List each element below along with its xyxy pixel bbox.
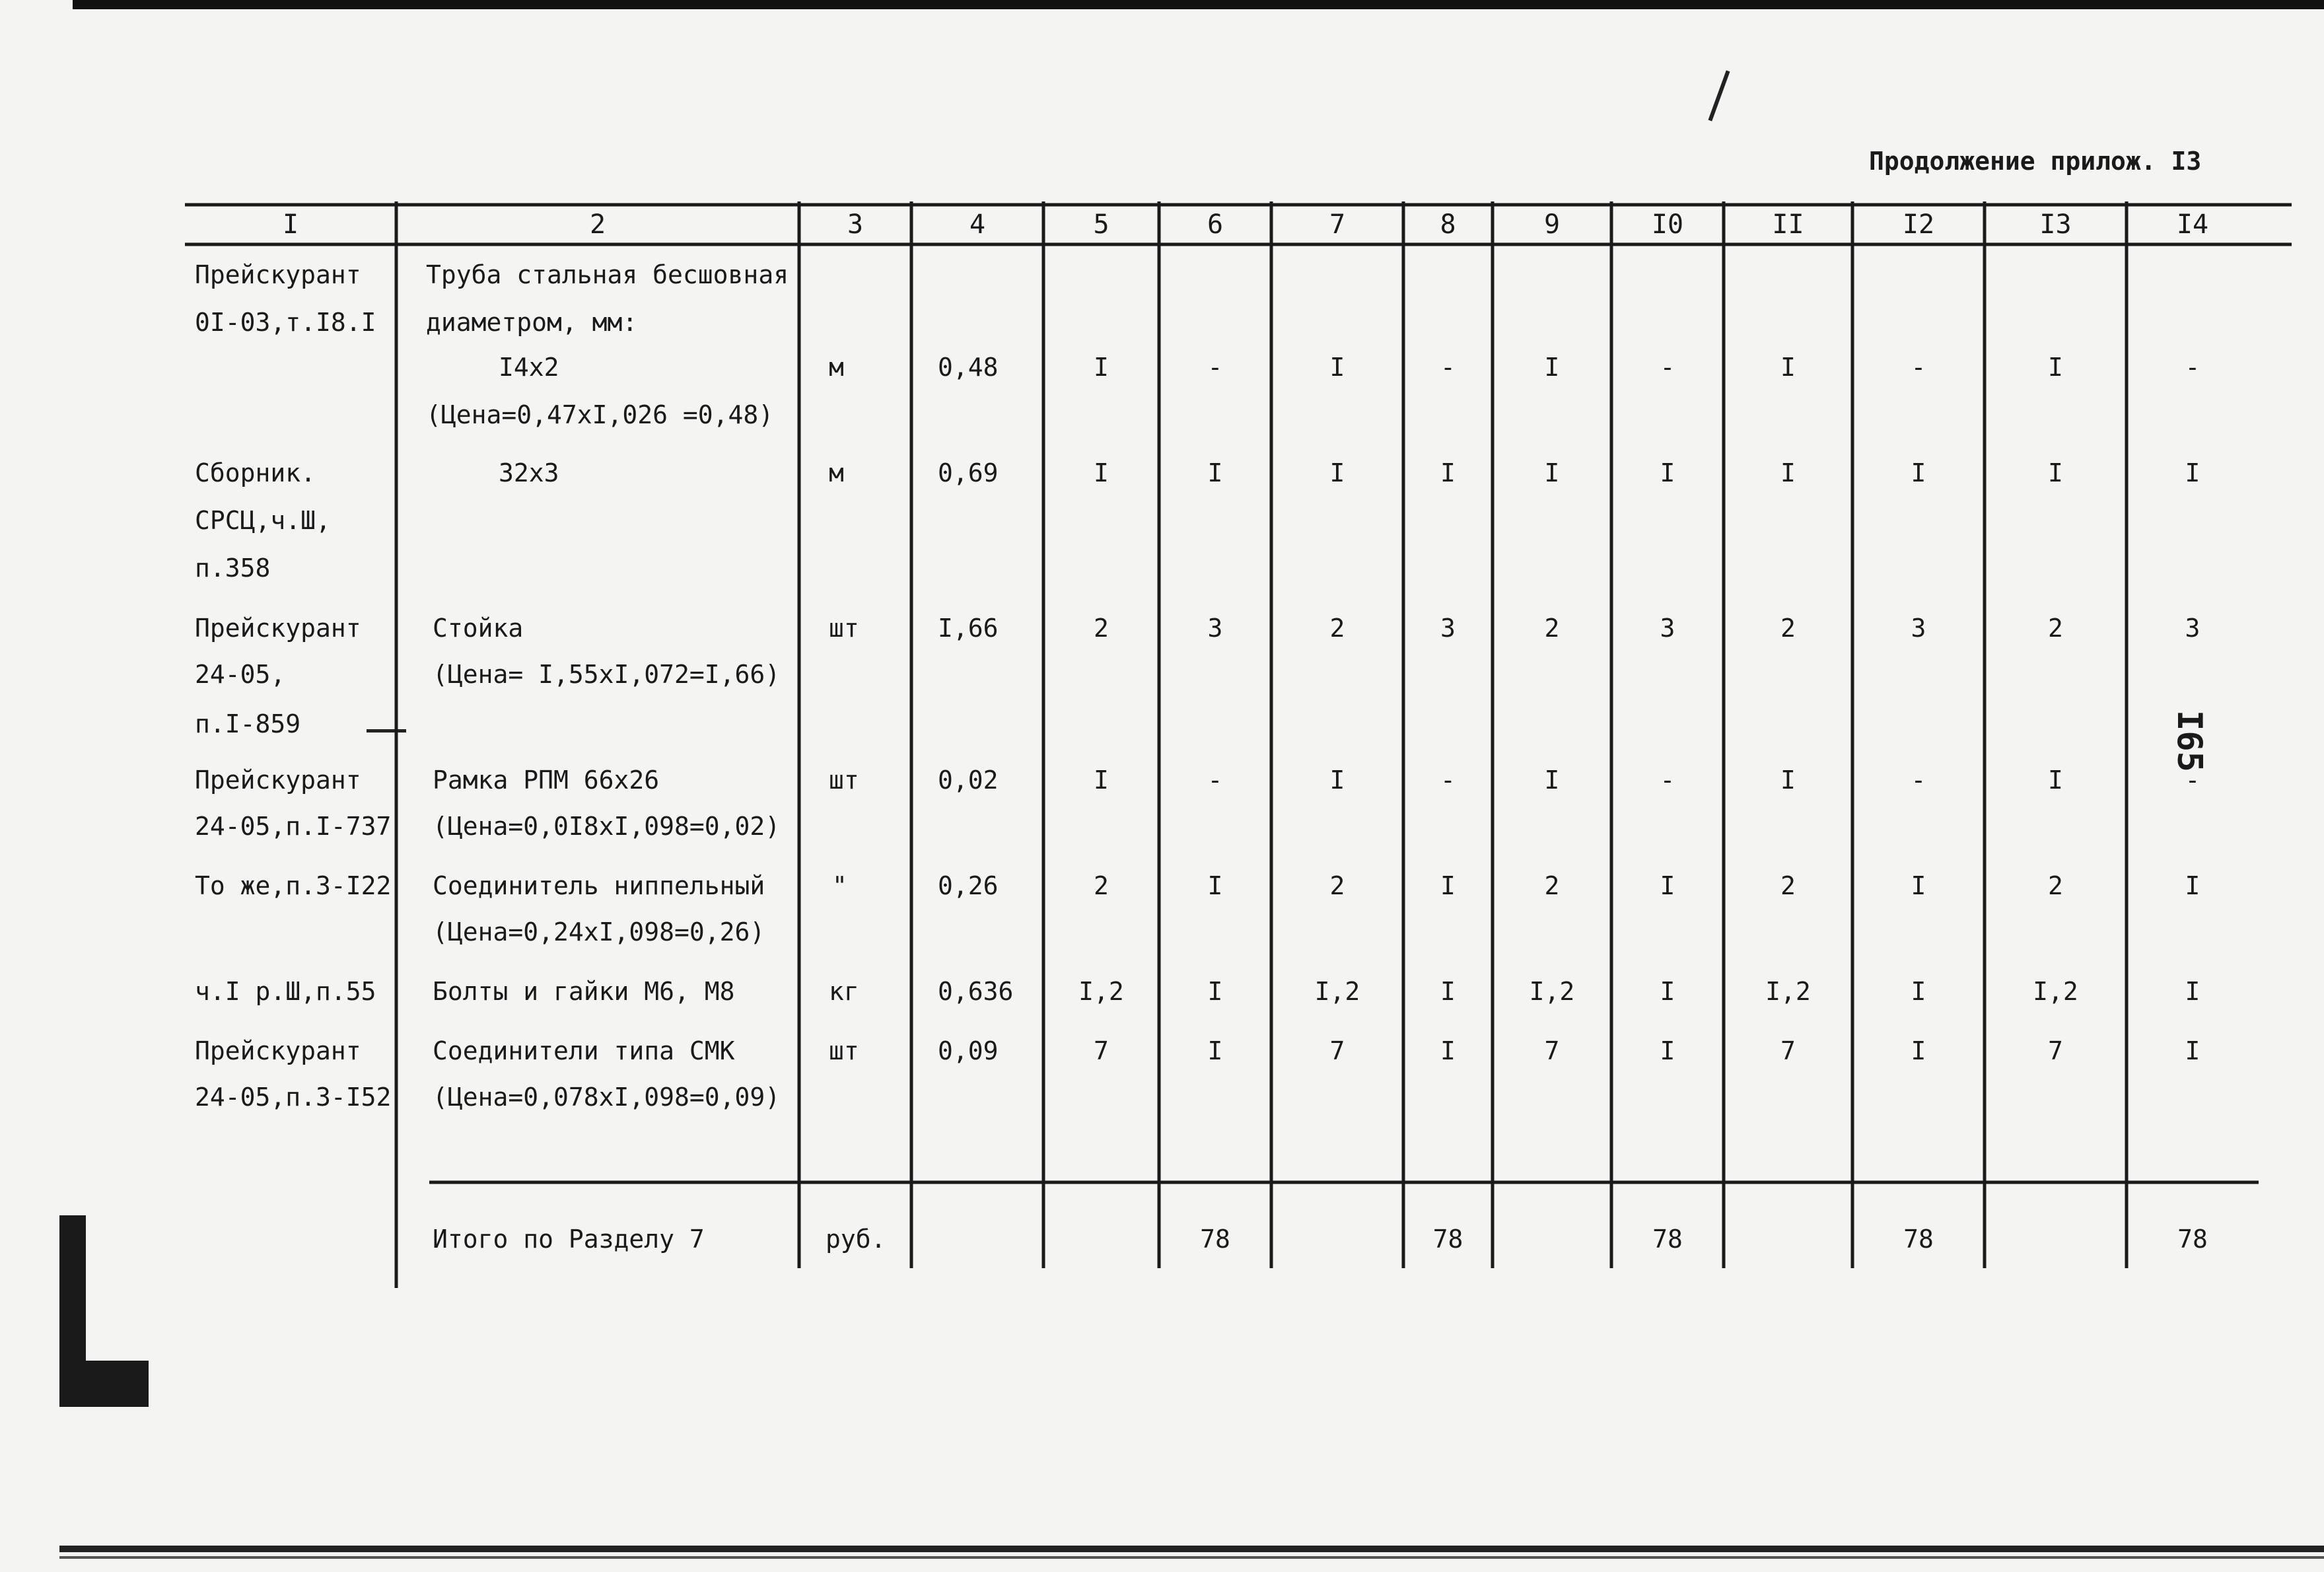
value-cell: 2	[1544, 614, 1560, 643]
unit-cell: шт	[829, 766, 859, 795]
column-header-1: I	[282, 209, 299, 240]
price-note: (Цена=0,0I8хI,098=0,02)	[433, 812, 781, 841]
value-cell: -	[1660, 353, 1675, 382]
item-name: Соединитель ниппельный	[433, 871, 765, 900]
value-cell: I	[1329, 458, 1345, 487]
source-text: 0I-03,т.I8.I	[195, 308, 376, 337]
value-cell: I	[1660, 871, 1675, 900]
source-text: Сборник.	[195, 458, 316, 487]
bottom-border-shadow	[59, 1556, 2324, 1559]
value-cell: I	[2185, 977, 2201, 1006]
value-cell: I	[1207, 977, 1223, 1006]
value-cell: 3	[1911, 614, 1926, 643]
value-cell: 2	[1329, 871, 1345, 900]
source-text: 24-05,п.I-737	[195, 812, 392, 841]
value-cell: -	[2185, 766, 2201, 795]
value-cell: I	[1544, 458, 1560, 487]
source-text: СРСЦ,ч.Ш,	[195, 506, 331, 535]
price-cell: 0,636	[938, 977, 1014, 1006]
value-cell: -	[1207, 766, 1223, 795]
value-cell: I	[1911, 1036, 1926, 1065]
value-cell: I	[2048, 458, 2063, 487]
value-cell: I	[1440, 871, 1456, 900]
price-cell: 0,26	[938, 871, 999, 900]
item-name: I4x2	[499, 353, 559, 382]
value-cell: I	[2185, 1036, 2201, 1065]
value-cell: -	[1911, 766, 1926, 795]
value-cell: 3	[1440, 614, 1456, 643]
value-cell: I	[1660, 977, 1675, 1006]
column-header-13: I3	[2039, 209, 2072, 240]
source-text: Прейскурант	[195, 1036, 361, 1065]
source-text: Прейскурант	[195, 766, 361, 795]
value-cell: -	[1440, 766, 1456, 795]
unit-cell: кг	[829, 977, 859, 1006]
column-header-2: 2	[589, 209, 606, 240]
value-cell: I,2	[1529, 977, 1575, 1006]
source-text: Прейскурант	[195, 614, 361, 643]
total-unit: руб.	[826, 1225, 886, 1254]
value-cell: I	[1329, 353, 1345, 382]
column-header-7: 7	[1329, 209, 1346, 240]
total-value: 78	[1432, 1225, 1463, 1254]
value-cell: I,2	[1314, 977, 1360, 1006]
value-cell: I,2	[2033, 977, 2078, 1006]
value-cell: 2	[1780, 871, 1796, 900]
source-text: Прейскурант	[195, 260, 361, 289]
source-text: п.358	[195, 554, 271, 583]
source-text: 24-05,п.3-I52	[195, 1083, 392, 1112]
unit-cell: м	[829, 458, 844, 487]
top-border	[73, 0, 2324, 9]
source-text: То же,п.3-I22	[195, 871, 392, 900]
value-cell: -	[1660, 766, 1675, 795]
value-cell: 3	[1207, 614, 1223, 643]
value-cell: I	[1660, 458, 1675, 487]
value-cell: 7	[2048, 1036, 2063, 1065]
value-cell: 3	[1660, 614, 1675, 643]
value-cell: 3	[2185, 614, 2201, 643]
value-cell: 2	[1329, 614, 1345, 643]
price-cell: 0,69	[938, 458, 999, 487]
price-cell: 0,09	[938, 1036, 999, 1065]
total-value: 78	[1652, 1225, 1683, 1254]
unit-cell: "	[832, 871, 847, 900]
value-cell: -	[1440, 353, 1456, 382]
value-cell: 2	[1094, 871, 1109, 900]
value-cell: I	[1440, 977, 1456, 1006]
value-cell: I	[2185, 458, 2201, 487]
value-cell: I	[1094, 458, 1109, 487]
price-note: (Цена=0,078хI,098=0,09)	[433, 1083, 781, 1112]
price-cell: 0,48	[938, 353, 999, 382]
value-cell: I	[1544, 353, 1560, 382]
value-cell: I	[1911, 458, 1926, 487]
total-value: 78	[1200, 1225, 1230, 1254]
column-header-11: II	[1772, 209, 1804, 240]
column-header-12: I2	[1902, 209, 1935, 240]
source-text: ч.I р.Ш,п.55	[195, 977, 376, 1006]
value-cell: I	[1544, 766, 1560, 795]
item-name: 32х3	[499, 458, 559, 487]
item-name: Труба стальная бесшовная	[426, 260, 789, 289]
value-cell: I	[1911, 871, 1926, 900]
value-cell: I	[1207, 458, 1223, 487]
total-label: Итого по Разделу 7	[433, 1225, 705, 1254]
item-name: Болты и гайки М6, М8	[433, 977, 735, 1006]
value-cell: I	[1440, 1036, 1456, 1065]
value-cell: I	[1094, 766, 1109, 795]
pen-stroke-mark	[1708, 70, 1730, 121]
pen-dash-mark	[367, 729, 406, 732]
value-cell: I	[1094, 353, 1109, 382]
page-number: I65	[2169, 710, 2209, 772]
value-cell: 2	[2048, 871, 2063, 900]
column-header-10: I0	[1651, 209, 1684, 240]
column-header-3: 3	[847, 209, 864, 240]
price-note: (Цена= I,55хI,072=I,66)	[433, 660, 781, 689]
column-header-4: 4	[969, 209, 986, 240]
value-cell: 7	[1094, 1036, 1109, 1065]
unit-cell: м	[829, 353, 844, 382]
source-text: п.I-859	[195, 709, 301, 738]
value-cell: 2	[1544, 871, 1560, 900]
item-name: Рамка РПМ 66х26	[433, 766, 660, 795]
item-name: диаметром, мм:	[426, 308, 638, 337]
total-value: 78	[2177, 1225, 2208, 1254]
source-text: 24-05,	[195, 660, 286, 689]
scan-corner-mark-foot	[59, 1361, 149, 1407]
value-cell: I	[1207, 871, 1223, 900]
value-cell: -	[2185, 353, 2201, 382]
value-cell: I	[1660, 1036, 1675, 1065]
value-cell: I	[2185, 871, 2201, 900]
price-cell: I,66	[938, 614, 999, 643]
column-header-14: I4	[2176, 209, 2209, 240]
item-name: Соединители типа СМК	[433, 1036, 735, 1065]
value-cell: I	[1329, 766, 1345, 795]
column-header-9: 9	[1543, 209, 1561, 240]
value-cell: 2	[1780, 614, 1796, 643]
value-cell: I	[2048, 353, 2063, 382]
column-header-6: 6	[1207, 209, 1224, 240]
value-cell: 7	[1544, 1036, 1560, 1065]
value-cell: I	[1207, 1036, 1223, 1065]
column-header-5: 5	[1093, 209, 1109, 240]
value-cell: 2	[1094, 614, 1109, 643]
unit-cell: шт	[829, 614, 859, 643]
price-cell: 0,02	[938, 766, 999, 795]
value-cell: I	[2048, 766, 2063, 795]
value-cell: I,2	[1765, 977, 1811, 1006]
value-cell: -	[1911, 353, 1926, 382]
total-value: 78	[1903, 1225, 1934, 1254]
value-cell: I	[1780, 353, 1796, 382]
column-header-8: 8	[1440, 209, 1456, 240]
value-cell: 7	[1329, 1036, 1345, 1065]
unit-cell: шт	[829, 1036, 859, 1065]
price-note: (Цена=0,47хI,026 =0,48)	[426, 400, 774, 429]
value-cell: I	[1911, 977, 1926, 1006]
page-heading: Продолжение прилож. I3	[1869, 147, 2202, 176]
value-cell: 2	[2048, 614, 2063, 643]
value-cell: I	[1440, 458, 1456, 487]
value-cell: 7	[1780, 1036, 1796, 1065]
value-cell: I	[1780, 766, 1796, 795]
value-cell: I	[1780, 458, 1796, 487]
price-note: (Цена=0,24хI,098=0,26)	[433, 917, 765, 947]
bottom-border	[59, 1546, 2324, 1552]
value-cell: -	[1207, 353, 1223, 382]
value-cell: I,2	[1078, 977, 1124, 1006]
item-name: Стойка	[433, 614, 524, 643]
